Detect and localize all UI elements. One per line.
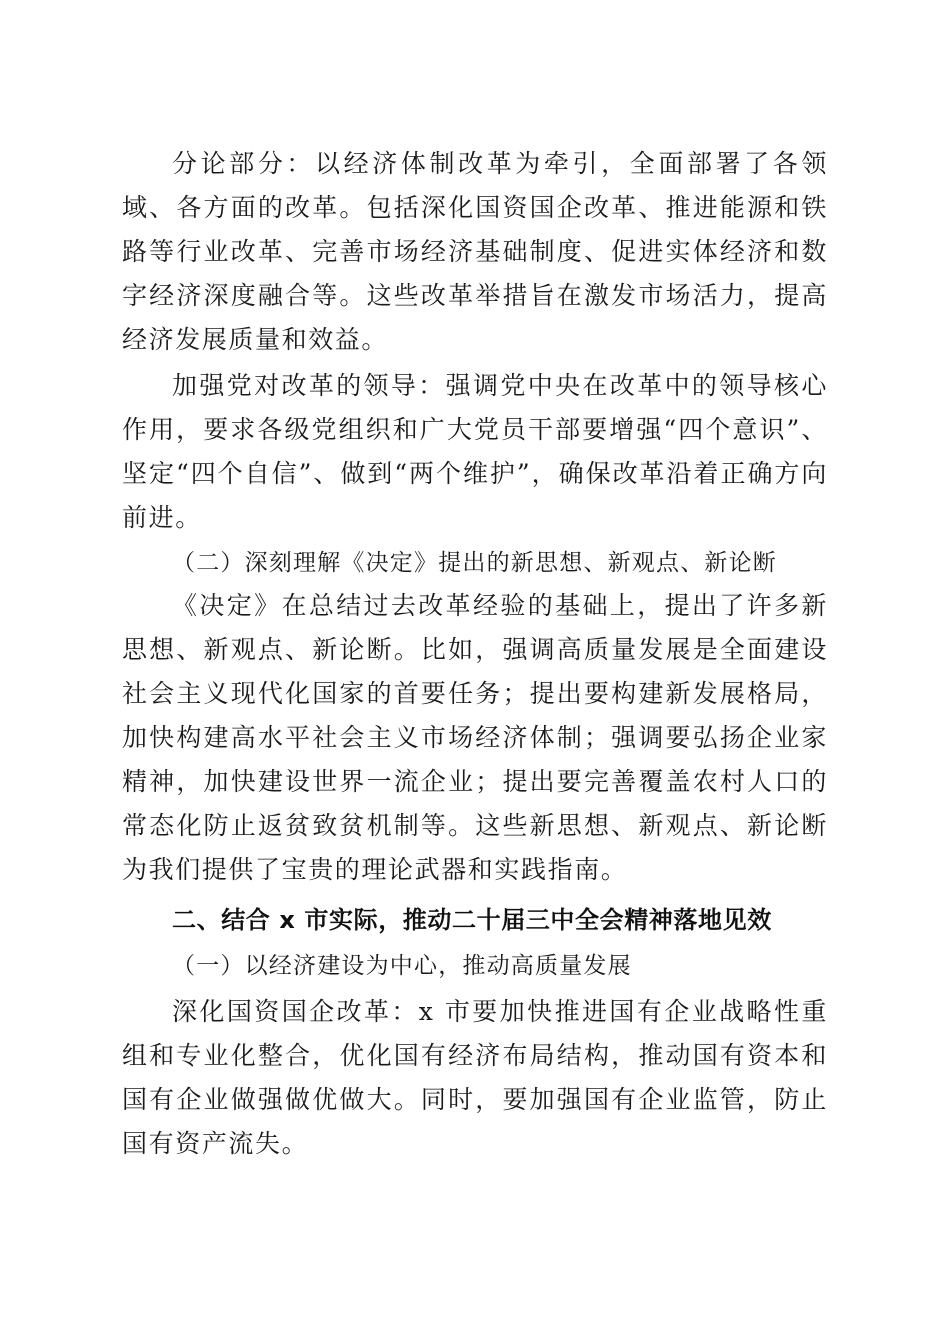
subheading: （一）以经济建设为中心，推动高质量发展 — [172, 953, 632, 979]
body-paragraph: 深化国资国企改革：x 市要加快推进国有企业战略性重组和专业化整合，优化国有经济布局结构，推动国有资本和国有企业做强做优做大。同时，要加强国有企业监管，防止国有资产流失。 — [122, 997, 828, 1158]
body-paragraph: 加强党对改革的领导：强调党中央在改革中的领导核心作用，要求各级党组织和广大党员干部要增强“四个意识”、坚定“四个自信”、做到“两个维护”，确保改革沿着正确方向前进。 — [122, 371, 828, 532]
body-paragraph: 《决定》在总结过去改革经验的基础上，提出了许多新思想、新观点、新论断。比如，强调高质量发展是全面建设社会主义现代化国家的首要任务；提出要构建新发展格局，加快构建高水平社会主义市场经济体制；强调要弘扬企业家精神，加快建设世界一流企业；提出要完善覆盖农村人口的常态化防止返贫致贫机制等。这些新思想、新观点、新论断为我们提供了宝贵的理论武器和实践指南。 — [122, 591, 828, 884]
subheading: （二）深刻理解《决定》提出的新思想、新观点、新论断 — [172, 550, 777, 576]
section-heading: 二、结合 x 市实际，推动二十届三中全会精神落地见效 — [172, 906, 772, 934]
body-paragraph: 分论部分：以经济体制改革为牵引，全面部署了各领域、各方面的改革。包括深化国资国企改革、推进能源和铁路等行业改革、完善市场经济基础制度、促进实体经济和数字经济深度融合等。这些改革举措旨在激发市场活力，提高经济发展质量和效益。 — [122, 149, 828, 354]
